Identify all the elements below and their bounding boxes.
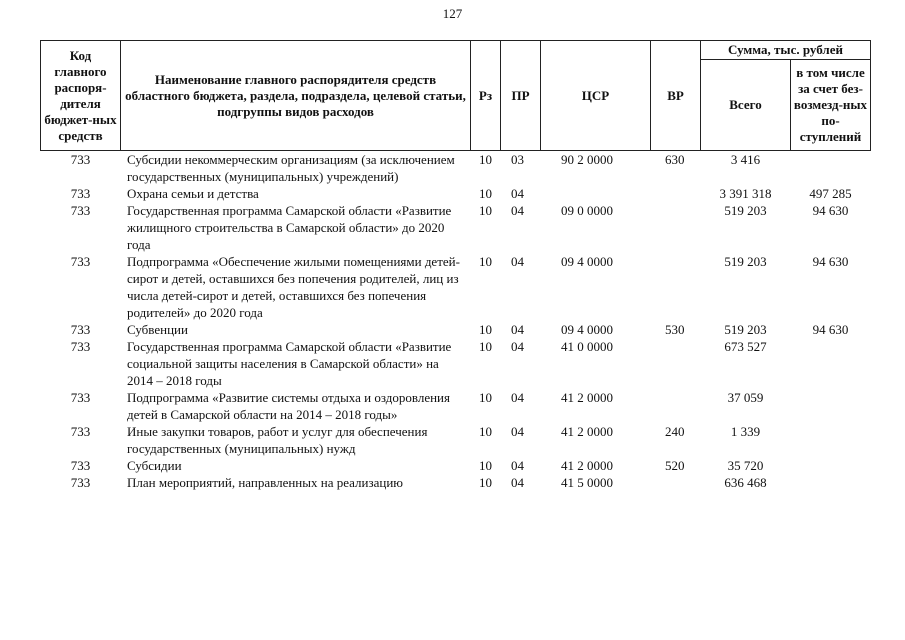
cell-code: 733 xyxy=(70,152,91,167)
header-free: в том числе за счет без-возмезд-ных по-ступлений xyxy=(791,60,871,151)
cell-name: Подпрограмма «Развитие системы отдыха и оздоровления детей в Самарской области на 2014 – 2018 годы» xyxy=(127,390,450,422)
cell-vr xyxy=(651,253,701,321)
cell-rz: 10 xyxy=(479,203,492,218)
cell-free xyxy=(791,423,871,457)
cell-free xyxy=(791,457,871,474)
cell-total: 3 391 318 xyxy=(719,186,772,201)
cell-vr xyxy=(651,185,701,202)
cell-code: 733 xyxy=(70,254,91,269)
cell-csr: 09 4 0000 xyxy=(561,254,613,269)
cell-code: 733 xyxy=(70,458,91,473)
cell-rz: 10 xyxy=(479,152,492,167)
cell-csr: 41 2 0000 xyxy=(561,390,613,405)
cell-name: Подпрограмма «Обеспечение жилыми помещениями детей-сирот и детей, оставшихся без попечения родителей, лиц из числа детей-сирот и детей, оставшихся без попечения родителей» до 2020 года xyxy=(127,254,460,320)
table-row xyxy=(41,202,871,253)
cell-csr: 41 2 0000 xyxy=(561,424,613,439)
cell-vr: 240 xyxy=(665,424,685,439)
cell-csr: 09 4 0000 xyxy=(561,322,613,337)
cell-vr: 630 xyxy=(665,152,685,167)
cell-total: 673 527 xyxy=(724,339,767,354)
table-row xyxy=(41,457,871,474)
header-rz: Рз xyxy=(471,41,501,151)
cell-pr: 04 xyxy=(511,186,524,201)
cell-rz: 10 xyxy=(479,186,492,201)
cell-total: 35 720 xyxy=(727,458,764,473)
cell-rz: 10 xyxy=(479,458,492,473)
cell-pr: 04 xyxy=(511,254,524,269)
table-row xyxy=(41,321,871,338)
cell-csr: 09 0 0000 xyxy=(561,203,613,218)
table-row xyxy=(41,185,871,202)
cell-name: Государственная программа Самарской области «Развитие социальной защиты населения в Самарской области» на 2014 – 2018 годы xyxy=(127,339,452,388)
cell-pr: 04 xyxy=(511,424,524,439)
cell-csr: 41 2 0000 xyxy=(561,458,613,473)
cell-free: 94 630 xyxy=(812,254,849,269)
cell-total: 1 339 xyxy=(730,424,761,439)
cell-vr: 520 xyxy=(665,458,685,473)
budget-table xyxy=(40,40,871,491)
cell-name: План мероприятий, направленных на реализацию xyxy=(127,475,404,490)
cell-vr xyxy=(651,202,701,253)
cell-vr xyxy=(651,389,701,423)
cell-code: 733 xyxy=(70,475,91,490)
cell-vr: 530 xyxy=(665,322,685,337)
cell-csr xyxy=(541,185,651,202)
cell-rz: 10 xyxy=(479,339,492,354)
table-row xyxy=(41,253,871,321)
table-row xyxy=(41,423,871,457)
cell-code: 733 xyxy=(70,203,91,218)
cell-name: Субвенции xyxy=(127,322,188,337)
cell-pr: 04 xyxy=(511,390,524,405)
table-row xyxy=(41,474,871,491)
cell-free: 94 630 xyxy=(812,203,849,218)
cell-name: Иные закупки товаров, работ и услуг для обеспечения государственных (муниципальных) нужд xyxy=(127,424,428,456)
cell-free xyxy=(791,151,871,186)
cell-code: 733 xyxy=(70,424,91,439)
cell-pr: 03 xyxy=(511,152,524,167)
cell-total: 3 416 xyxy=(730,152,761,167)
cell-pr: 04 xyxy=(511,339,524,354)
table-header xyxy=(41,41,871,151)
cell-pr: 04 xyxy=(511,458,524,473)
cell-name: Государственная программа Самарской области «Развитие жилищного строительства в Самарской области» до 2020 года xyxy=(127,203,452,252)
cell-rz: 10 xyxy=(479,390,492,405)
cell-csr: 41 5 0000 xyxy=(561,475,613,490)
cell-name: Охрана семьи и детства xyxy=(127,186,259,201)
header-total: Всего xyxy=(701,60,791,151)
cell-code: 733 xyxy=(70,339,91,354)
cell-pr: 04 xyxy=(511,203,524,218)
cell-free xyxy=(791,389,871,423)
cell-free: 94 630 xyxy=(812,322,849,337)
table-row xyxy=(41,338,871,389)
table-body xyxy=(41,151,871,492)
page-number: 127 xyxy=(442,6,463,21)
header-csr: ЦСР xyxy=(541,41,651,151)
cell-free xyxy=(791,338,871,389)
cell-total: 519 203 xyxy=(724,203,767,218)
cell-free xyxy=(791,474,871,491)
cell-total: 519 203 xyxy=(724,322,767,337)
cell-code: 733 xyxy=(70,186,91,201)
header-code: Код главного распоря-дителя бюджет-ных средств xyxy=(41,41,121,151)
cell-name: Субсидии некоммерческим организациям (за исключением государственных (муниципальных) учреждений) xyxy=(127,152,455,184)
cell-rz: 10 xyxy=(479,424,492,439)
cell-rz: 10 xyxy=(479,475,492,490)
cell-code: 733 xyxy=(70,390,91,405)
cell-rz: 10 xyxy=(479,322,492,337)
cell-pr: 04 xyxy=(511,475,524,490)
header-name: Наименование главного распорядителя средств областного бюджета, раздела, подраздела, целевой статьи, подгруппы видов расходов xyxy=(121,41,471,151)
header-pr: ПР xyxy=(501,41,541,151)
header-vr: ВР xyxy=(651,41,701,151)
cell-free: 497 285 xyxy=(809,186,852,201)
cell-total: 519 203 xyxy=(724,254,767,269)
cell-csr: 41 0 0000 xyxy=(561,339,613,354)
cell-vr xyxy=(651,474,701,491)
table-row xyxy=(41,151,871,186)
cell-pr: 04 xyxy=(511,322,524,337)
cell-rz: 10 xyxy=(479,254,492,269)
header-sum-group: Сумма, тыс. рублей xyxy=(701,41,871,60)
cell-name: Субсидии xyxy=(127,458,182,473)
cell-total: 636 468 xyxy=(724,475,767,490)
table-row xyxy=(41,389,871,423)
cell-csr: 90 2 0000 xyxy=(561,152,613,167)
cell-code: 733 xyxy=(70,322,91,337)
cell-vr xyxy=(651,338,701,389)
cell-total: 37 059 xyxy=(727,390,764,405)
